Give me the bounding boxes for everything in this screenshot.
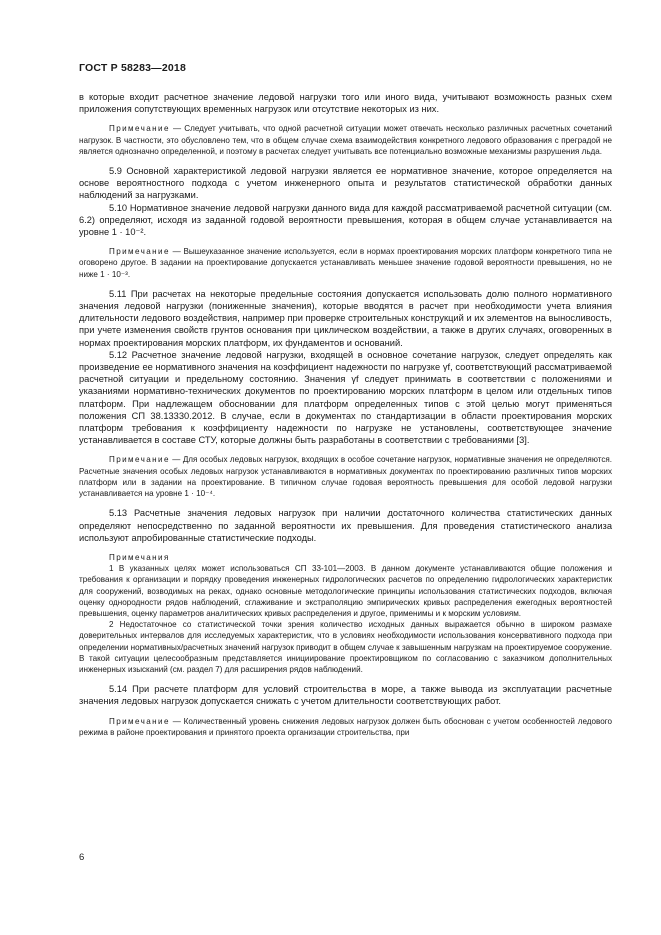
clause-5-13: 5.13 Расчетные значения ледовых нагрузок при наличии достаточного количества статистических данных определяют непосредственно по заданной вероятности их превышения. Для проведения статистического анализа используют апробированные статистические подходы. xyxy=(79,508,612,543)
note-label: Примечание xyxy=(109,124,170,134)
note-4-item-1: 1 В указанных целях может использоваться СП 33-101—2003. В данном документе устанавливаются общие положения и требования к организации и порядку проведения инженерных гидрологических расчетов по определению гидрологических характеристик для сооружений, возводимых на реках, однако основные методологические принципы использования статистических подходов, включая оценку однородности рядов наблюдений, сглаживание и экстраполяцию эмпирических кривых распределения ежегодных вероятностей превышения, оценку параметров аналитических кривых распределения и другое, применимы и к морским условиям. xyxy=(79,564,612,618)
paragraph-continuation: в которые входит расчетное значение ледовой нагрузки того или иного вида, учитывают возможность разных схем приложения сопутствующих временных нагрузок или отсутствие некоторых из них. xyxy=(79,92,612,115)
document-header: ГОСТ Р 58283—2018 xyxy=(79,62,187,74)
notes-title: Примечания xyxy=(109,552,170,562)
note-2 xyxy=(79,246,612,280)
note-text: — Количественный уровень снижения ледовых нагрузок должен быть обоснован с учетом особенностей ледового режима в районе проектирования и принятого проекта организации строительства, при xyxy=(79,716,612,737)
note-5 xyxy=(79,716,612,738)
note-3 xyxy=(79,454,612,499)
note-text: — Следует учитывать, что одной расчетной ситуации может отвечать несколько различных расчетных сочетаний нагрузок. В частности, это обусловлено тем, что в общем случае схема взаимодействия конкретного ледового образования с преградой не является однозначно определенной, и поэтому в расчетах следует учитывать все потенциально возможные механизмы разрушения льда. xyxy=(79,124,612,156)
page-number: 6 xyxy=(79,852,85,863)
clause-5-9: 5.9 Основной характеристикой ледовой нагрузки является ее нормативное значение, которое определяется на основе вероятностного подхода с учетом инженерного опыта и результатов статистической обработки данных наблюдений за нагрузками. xyxy=(79,166,612,201)
note-label: Примечание xyxy=(109,247,170,257)
note-label: Примечание xyxy=(109,455,170,465)
clause-5-11: 5.11 При расчетах на некоторые предельные состояния допускается использовать долю полного нормативного значения ледовой нагрузки (пониженные значения), которые вводятся в расчет при необходимости учета влияния длительности ледового воздействия, например при проверке строительных конструкций и их элементов на выносливость, при учете изменения свойств грунтов основания при циклическом воздействии, а также в других случаях, оговоренных в нормах проектирования морских платформ, их фундаментов и оснований. xyxy=(79,288,612,348)
note-1 xyxy=(79,123,612,157)
clause-5-14: 5.14 При расчете платформ для условий строительства в море, а также вывода из эксплуатации расчетные значения ледовых нагрузок допускается снижать с учетом длительности соответствующих работ. xyxy=(79,684,612,707)
note-text: — Вышеуказанное значение используется, если в нормах проектирования морских платформ конкретного типа не оговорено другое. В задании на проектирование допускается устанавливать меньшее значение годовой вероятности превышения, но не ниже 1 · 10⁻³. xyxy=(79,247,612,279)
document-body xyxy=(79,91,612,738)
clause-5-12: 5.12 Расчетное значение ледовой нагрузки, входящей в основное сочетание нагрузок, следует определять как произведение ее нормативного значения на коэффициент надежности по нагрузке γf, соответствующий рассматриваемой расчетной ситуации и предельному состоянию. Значения γf следует принимать в соответствии с положениями и указаниями нормативно-технических документов по проектированию морских платформ в целом или отдельных типов платформ. При надлежащем обосновании для платформ определенных типов с этой целью могут применяться положения СП 38.13330.2012. В случае, если в документах по стандартизации в области проектирования морских платформ требования к коэффициенту надежности по нагрузке не установлены, соответствующее значение устанавливается в составе СТУ, которые должны быть разработаны в соответствии с требованиями [3]. xyxy=(79,349,612,446)
note-label: Примечание xyxy=(109,716,170,726)
clause-5-10: 5.10 Нормативное значение ледовой нагрузки данного вида для каждой рассматриваемой расчетной ситуации (см. 6.2) определяют, исходя из заданной годовой вероятности превышения, которая в общем случае устанавливается на уровне 1 · 10⁻². xyxy=(79,202,612,238)
note-text: — Для особых ледовых нагрузок, входящих в особое сочетание нагрузок, нормативные значения не определяются. Расчетные значения особых ледовых нагрузок устанавливаются в нормативных документах по проектированию различных типов морских платформ или в задании на проектирование. В типичном случае годовая вероятность превышения для особой ледовой нагрузки устанавливается на уровне 1 · 10⁻⁴. xyxy=(79,455,612,499)
note-4-item-2: 2 Недостаточное со статистической точки зрения количество исходных данных выражается обычно в широком размахе доверительных интервалов для исследуемых характеристик, что в условиях необходимости использования консервативного подхода при определении нормативных/расчетных значений нагрузок приводит в общем случае к завышенным нагрузкам на проектируемое сооружение. В такой ситуации целесообразным представляется инициирование проектировщиком по согласованию с заказчиком дополнительных инженерных изысканий (см. раздел 7) для расширения рядов наблюдений. xyxy=(79,620,612,674)
